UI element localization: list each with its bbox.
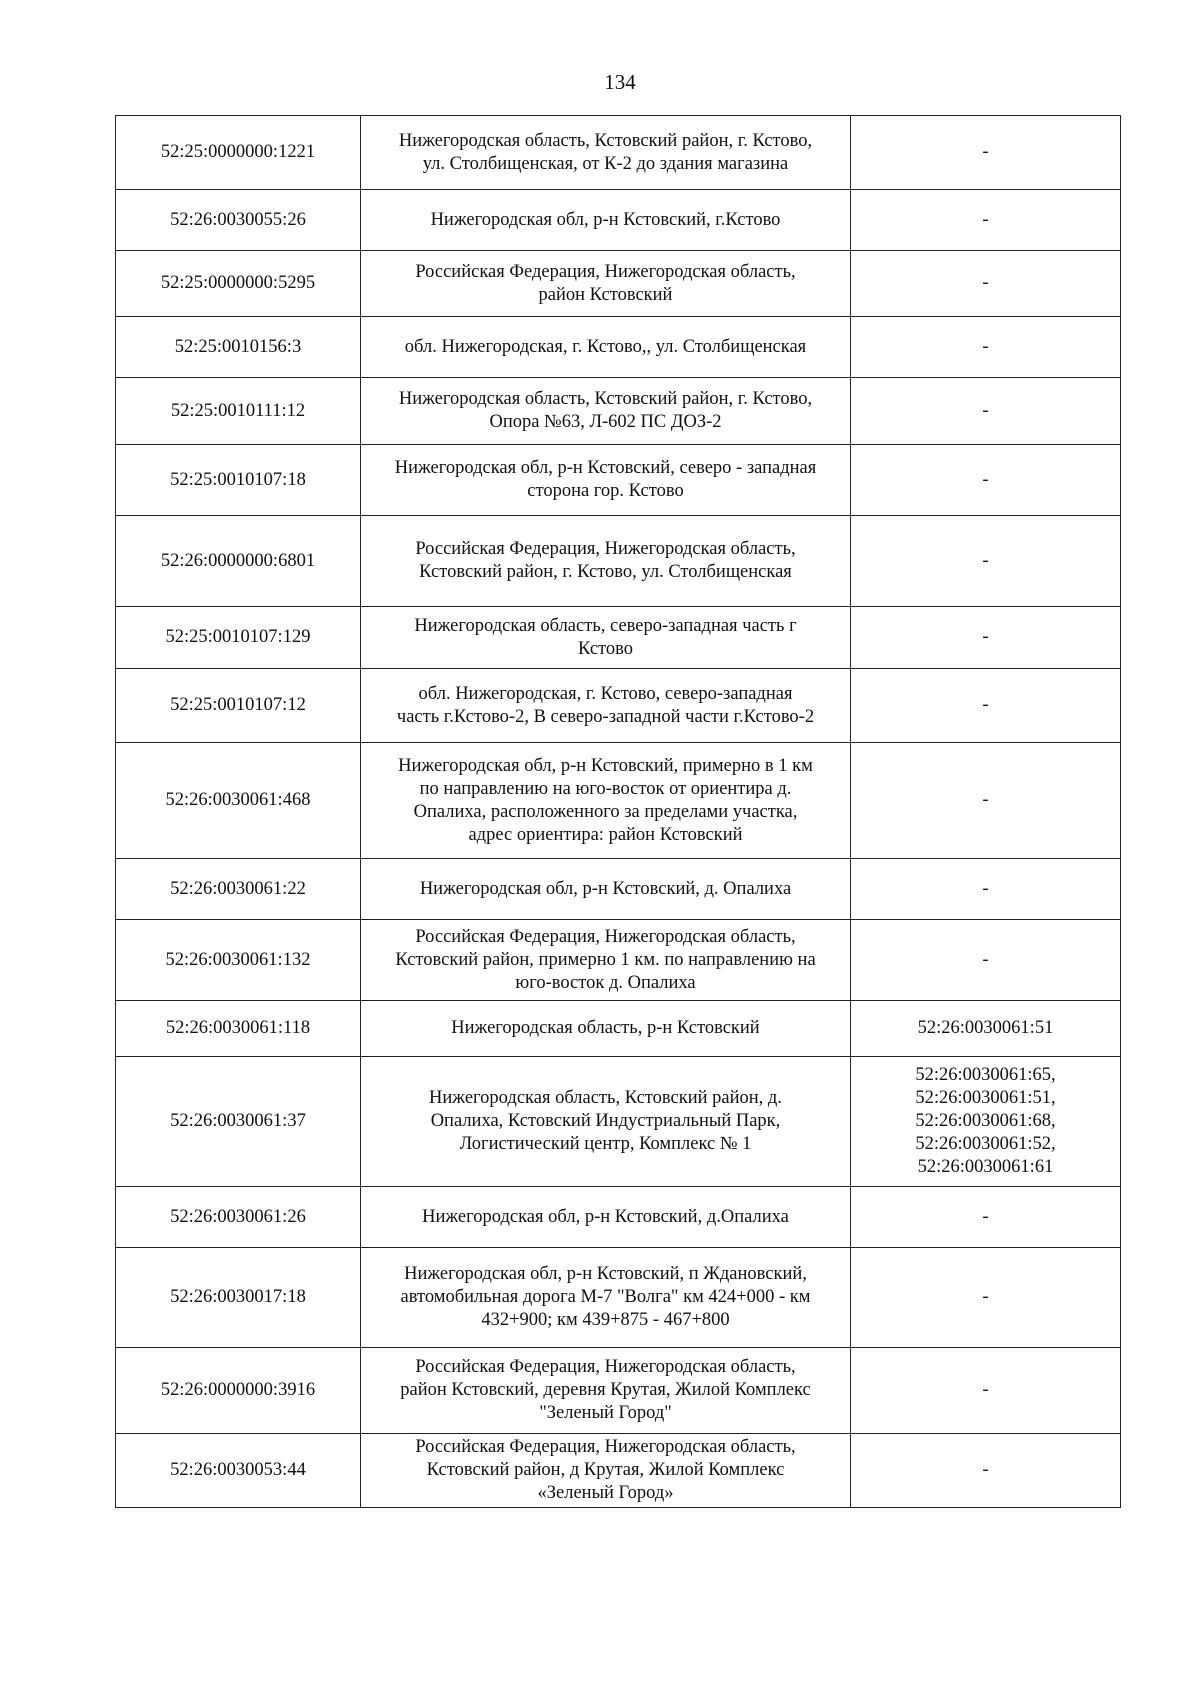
table-row — [116, 317, 1121, 378]
address-cell — [361, 1001, 851, 1057]
address-cell — [361, 251, 851, 317]
address-line: Российская Федерация, Нижегородская область, — [415, 539, 796, 559]
table-row — [116, 1001, 1121, 1057]
cadastral-number-cell: 52:25:0000000:5295 — [116, 251, 361, 317]
address-line: сторона гор. Кстово — [527, 481, 684, 501]
related-parcels-cell — [851, 190, 1121, 251]
cadastral-number-cell: 52:26:0030055:26 — [116, 190, 361, 251]
address-line: Российская Федерация, Нижегородская область, — [415, 926, 796, 947]
table-row — [116, 669, 1121, 743]
address-cell — [361, 317, 851, 378]
table-row — [116, 1348, 1121, 1434]
address-cell — [361, 1348, 851, 1434]
related-parcels-cell — [851, 607, 1121, 669]
related-parcel-line: - — [982, 790, 989, 810]
related-parcels-cell — [851, 251, 1121, 317]
address-line: ул. Столбищенская, от К-2 до здания магазина — [422, 153, 789, 174]
address-cell — [361, 1248, 851, 1348]
address-cell — [361, 743, 851, 859]
address-line: Нижегородская обл, р-н Кстовский, г.Кстово — [430, 209, 781, 230]
related-parcel-line: - — [982, 273, 989, 293]
address-line: обл. Нижегородская, г. Кстово,, ул. Столбищенская — [404, 336, 807, 357]
cadastral-number-cell: 52:26:0030053:44 — [116, 1434, 361, 1508]
related-parcel-line: 52:26:0030061:65, — [915, 1065, 1056, 1085]
related-parcel-line: - — [982, 400, 989, 421]
related-parcel-line: - — [982, 209, 989, 230]
address-line: Нижегородская область, северо-западная часть г — [414, 615, 797, 636]
address-line: "Зеленый Город" — [539, 1403, 672, 1423]
cadastral-number-cell: 52:25:0010111:12 — [116, 378, 361, 445]
related-parcels-cell — [851, 378, 1121, 445]
address-line: Опора №63, Л-602 ПС ДОЗ-2 — [489, 412, 722, 432]
related-parcels-cell — [851, 317, 1121, 378]
table-row — [116, 516, 1121, 607]
related-parcel-line: - — [982, 1380, 989, 1400]
address-cell — [361, 116, 851, 190]
address-cell — [361, 1057, 851, 1187]
related-parcel-line: - — [982, 627, 989, 647]
address-cell — [361, 1187, 851, 1248]
table-row — [116, 1057, 1121, 1187]
table-row — [116, 378, 1121, 445]
address-line: юго-восток д. Опалиха — [515, 972, 696, 993]
related-parcels-cell — [851, 1348, 1121, 1434]
address-line: «Зеленый Город» — [537, 1483, 674, 1503]
related-parcels-cell — [851, 1248, 1121, 1348]
address-cell — [361, 859, 851, 920]
table-row — [116, 190, 1121, 251]
cadastral-number-cell: 52:25:0010107:18 — [116, 445, 361, 516]
address-line: Российская Федерация, Нижегородская область, — [415, 1357, 796, 1377]
related-parcels-cell — [851, 859, 1121, 920]
related-parcels-cell — [851, 1434, 1121, 1508]
table-row — [116, 251, 1121, 317]
address-line: Кстовский район, г. Кстово, ул. Столбищенская — [419, 562, 792, 582]
related-parcels-cell — [851, 1001, 1121, 1057]
cadastral-number-cell: 52:25:0010107:12 — [116, 669, 361, 743]
table-row — [116, 1248, 1121, 1348]
related-parcels-cell — [851, 445, 1121, 516]
address-cell — [361, 445, 851, 516]
address-line: Опалиха, расположенного за пределами участка, — [413, 801, 798, 822]
address-line: Логистический центр, Комплекс № 1 — [459, 1134, 752, 1154]
related-parcel-line: - — [982, 336, 989, 357]
cadastral-number-cell: 52:25:0010156:3 — [116, 317, 361, 378]
related-parcel-line: - — [982, 695, 989, 715]
related-parcel-line: 52:26:0030061:52, — [915, 1134, 1056, 1154]
related-parcels-cell — [851, 743, 1121, 859]
address-line: часть г.Кстово-2, В северо-западной части г.Кстово-2 — [396, 706, 815, 727]
address-line: Нижегородская обл, р-н Кстовский, п Ждановский, — [404, 1264, 807, 1284]
address-line: Российская Федерация, Нижегородская область, — [415, 1437, 796, 1457]
table-row — [116, 116, 1121, 190]
cadastral-table — [115, 115, 1121, 1508]
address-line: Кстово — [577, 638, 634, 659]
address-cell — [361, 669, 851, 743]
related-parcel-line: 52:26:0030061:51 — [917, 1018, 1054, 1038]
address-line: Нижегородская область, Кстовский район, д. — [429, 1088, 782, 1108]
address-line: по направлению на юго-восток от ориентира д. — [419, 778, 792, 799]
table-row — [116, 743, 1121, 859]
cadastral-number-cell: 52:26:0000000:6801 — [116, 516, 361, 607]
cadastral-number-cell: 52:25:0000000:1221 — [116, 116, 361, 190]
address-line: район Кстовский — [538, 284, 673, 305]
address-line: Опалиха, Кстовский Индустриальный Парк, — [430, 1111, 781, 1131]
cadastral-number-cell: 52:26:0000000:3916 — [116, 1348, 361, 1434]
page-number: 134 — [604, 70, 636, 94]
related-parcel-line: - — [982, 469, 989, 490]
related-parcels-cell — [851, 920, 1121, 1001]
cadastral-number-cell: 52:26:0030061:132 — [116, 920, 361, 1001]
table-row — [116, 1187, 1121, 1248]
related-parcels-cell — [851, 1187, 1121, 1248]
table-body — [116, 116, 1121, 1508]
address-line: Кстовский район, примерно 1 км. по направлению на — [395, 949, 816, 970]
cadastral-number-cell: 52:26:0030061:468 — [116, 743, 361, 859]
related-parcel-line: 52:26:0030061:51, — [915, 1088, 1056, 1108]
related-parcels-cell — [851, 669, 1121, 743]
related-parcel-line: - — [982, 1287, 989, 1307]
address-cell — [361, 1434, 851, 1508]
address-line: Нижегородская обл, р-н Кстовский, примерно в 1 км — [398, 755, 813, 776]
related-parcel-line: - — [982, 1206, 989, 1227]
related-parcel-line: - — [982, 142, 989, 162]
related-parcels-cell — [851, 1057, 1121, 1187]
address-cell — [361, 190, 851, 251]
related-parcel-line: - — [982, 878, 989, 899]
address-line: Российская Федерация, Нижегородская область, — [415, 261, 796, 282]
address-line: Кстовский район, д Крутая, Жилой Комплекс — [426, 1460, 785, 1480]
related-parcels-cell — [851, 516, 1121, 607]
address-line: Нижегородская область, Кстовский район, г. Кстово, — [398, 130, 813, 151]
cadastral-number-cell: 52:26:0030061:37 — [116, 1057, 361, 1187]
related-parcel-line: - — [982, 949, 989, 970]
related-parcel-line: 52:26:0030061:68, — [915, 1111, 1056, 1131]
address-line: адрес ориентира: район Кстовский — [468, 824, 743, 845]
address-cell — [361, 516, 851, 607]
cadastral-number-cell: 52:26:0030061:26 — [116, 1187, 361, 1248]
table-row — [116, 920, 1121, 1001]
cadastral-number-cell: 52:25:0010107:129 — [116, 607, 361, 669]
address-cell — [361, 607, 851, 669]
address-line: Нижегородская обл, р-н Кстовский, д.Опалиха — [422, 1206, 789, 1227]
related-parcels-cell — [851, 116, 1121, 190]
address-line: Нижегородская область, р-н Кстовский — [451, 1018, 760, 1038]
related-parcel-line: - — [982, 1460, 989, 1480]
cadastral-number-cell: 52:26:0030017:18 — [116, 1248, 361, 1348]
address-line: Нижегородская область, Кстовский район, г. Кстово, — [398, 389, 813, 409]
related-parcel-line: - — [982, 550, 989, 571]
address-cell — [361, 378, 851, 445]
table-row — [116, 607, 1121, 669]
address-cell — [361, 920, 851, 1001]
related-parcel-line: 52:26:0030061:61 — [917, 1157, 1054, 1177]
address-line: 432+900; км 439+875 - 467+800 — [481, 1310, 730, 1330]
address-line: обл. Нижегородская, г. Кстово, северо-западная — [418, 683, 793, 704]
cadastral-number-cell: 52:26:0030061:118 — [116, 1001, 361, 1057]
address-line: район Кстовский, деревня Крутая, Жилой Комплекс — [400, 1380, 811, 1400]
address-line: Нижегородская обл, р-н Кстовский, северо - западная — [394, 458, 817, 478]
table-row — [116, 859, 1121, 920]
table-row — [116, 445, 1121, 516]
address-line: Нижегородская обл, р-н Кстовский, д. Опалиха — [419, 878, 792, 899]
address-line: автомобильная дорога М-7 "Волга" км 424+000 - км — [400, 1287, 811, 1307]
table-row — [116, 1434, 1121, 1508]
cadastral-number-cell: 52:26:0030061:22 — [116, 859, 361, 920]
